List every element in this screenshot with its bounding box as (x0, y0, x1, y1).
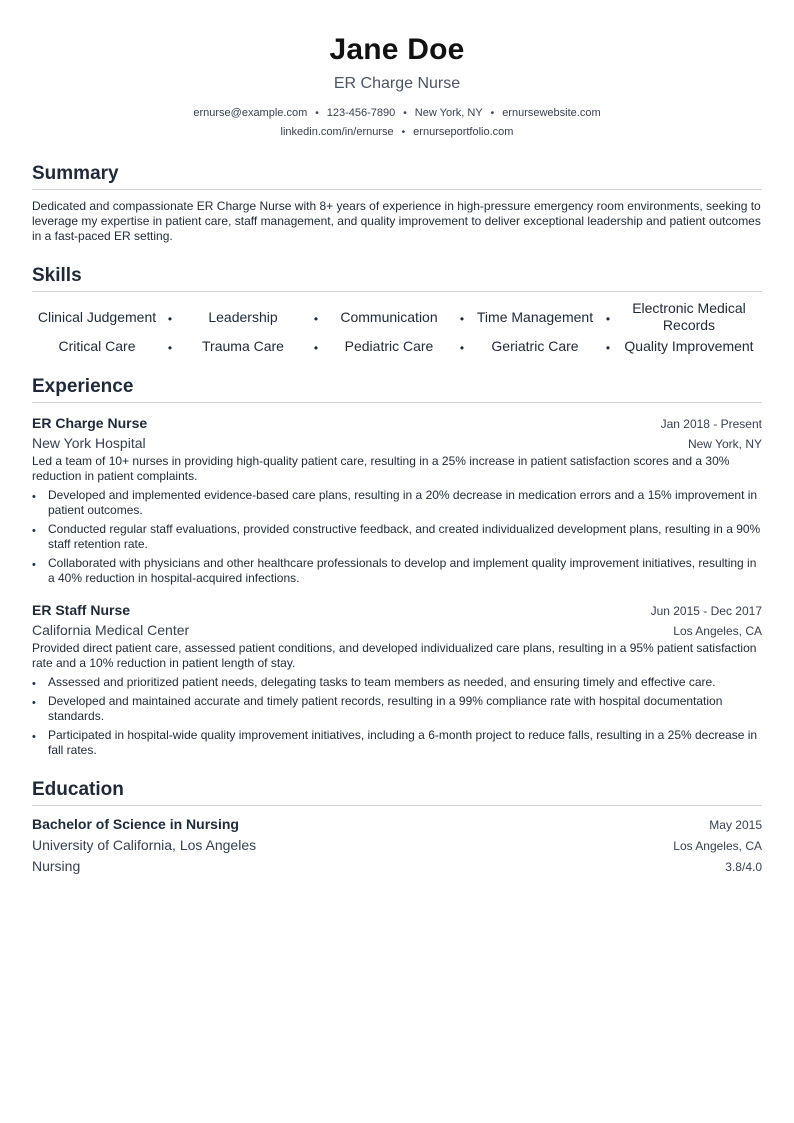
education-heading: Education (32, 778, 762, 806)
candidate-title: ER Charge Nurse (333, 75, 461, 92)
bullet-item (32, 675, 762, 690)
bullet-dot: • (32, 525, 36, 537)
skills-heading: Skills (32, 264, 762, 292)
separator-dot: • (401, 127, 406, 138)
separator-dot: • (490, 108, 495, 119)
job-bullets (32, 488, 762, 586)
job-organization: New York Hospital (32, 435, 146, 451)
job-dates: Jan 2018 - Present (660, 417, 762, 431)
bullet-item (32, 694, 762, 724)
separator-dot: • (315, 108, 319, 119)
linkedin-link[interactable]: linkedin.com/in/ernurse (280, 126, 394, 138)
skill-item: Electronic Medical Records (632, 300, 746, 333)
school-location: Los Angeles, CA (673, 839, 762, 853)
separator-dot: • (459, 341, 465, 355)
bullet-text: Conducted regular staff evaluations, provided constructive feedback, and created individualized development plans, resulting in a 90% staff retention rate. (48, 522, 761, 551)
education-section (32, 778, 762, 877)
bullet-dot: • (32, 559, 36, 571)
contact-row-1 (32, 104, 762, 123)
website-link[interactable]: ernursewebsite.com (502, 107, 601, 119)
contact-row-2 (32, 123, 762, 142)
candidate-name: Jane Doe (329, 33, 465, 66)
field-of-study: Nursing (32, 858, 81, 874)
graduation-date: May 2015 (709, 818, 762, 832)
job-dates: Jun 2015 - Dec 2017 (650, 604, 762, 618)
job-description: Led a team of 10+ nurses in providing high-quality patient care, resulting in a 25% increase in patient satisfaction scores and a 30% reduction in patient complaints. (32, 454, 730, 483)
skill-item: Trauma Care (202, 337, 284, 354)
job-organization: California Medical Center (32, 622, 190, 638)
separator-dot: • (313, 312, 319, 326)
bullet-text: Participated in hospital-wide quality improvement initiatives, including a 6-month project to reduce falls, resulting in a 25% decrease in fall rates. (48, 728, 758, 757)
summary-heading: Summary (32, 162, 762, 190)
job-title: ER Charge Nurse (32, 415, 148, 431)
separator-dot: • (403, 108, 407, 119)
separator-dot: • (459, 312, 465, 326)
skill-item: Communication (340, 308, 438, 325)
location-text: New York, NY (414, 107, 483, 119)
skill-item: Geriatric Care (491, 337, 579, 354)
job-entry (32, 600, 762, 758)
skill-item: Leadership (208, 308, 278, 325)
separator-dot: • (167, 341, 173, 355)
school-name: University of California, Los Angeles (32, 837, 257, 853)
skill-item: Critical Care (58, 337, 136, 354)
job-bullets (32, 675, 762, 758)
portfolio-link[interactable]: ernurseportfolio.com (413, 126, 514, 138)
experience-heading: Experience (32, 375, 762, 403)
skills-section (32, 264, 762, 355)
job-location: Los Angeles, CA (673, 624, 762, 638)
separator-dot: • (313, 341, 319, 355)
job-entry (32, 413, 762, 586)
job-location: New York, NY (687, 437, 762, 451)
bullet-item (32, 728, 762, 758)
bullet-text: Collaborated with physicians and other healthcare professionals to develop and implement quality improvement initiatives, resulting in a 40% reduction in hospital-acquired infections. (48, 556, 757, 585)
skill-item: Clinical Judgement (37, 308, 157, 325)
experience-section (32, 375, 762, 758)
gpa: 3.8/4.0 (725, 860, 762, 874)
phone-number: 123-456-7890 (326, 107, 396, 119)
skill-item: Time Management (476, 308, 594, 325)
bullet-item (32, 556, 762, 586)
summary-section (32, 162, 762, 244)
bullet-item (32, 488, 762, 518)
job-description: Provided direct patient care, assessed patient conditions, and developed individualized care plans, resulting in a 95% patient satisfaction rate and a 10% reduction in patient length of stay. (32, 641, 757, 670)
skills-grid (32, 300, 762, 355)
bullet-text: Developed and implemented evidence-based care plans, resulting in a 20% decrease in medication errors and a 15% improvement in patient outcomes. (48, 488, 758, 517)
bullet-dot: • (32, 697, 36, 709)
resume-header (32, 32, 762, 142)
job-title: ER Staff Nurse (32, 602, 131, 618)
summary-text: Dedicated and compassionate ER Charge Nurse with 8+ years of experience in high-pressure emergency room environments, seeking to leverage my expertise in patient care, staff management, and quality improvement to deliver exceptional leadership and patient outcomes in a fast-paced ER setting. (32, 199, 761, 243)
bullet-text: Assessed and prioritized patient needs, delegating tasks to team members as needed, and ensuring timely and effective care. (48, 675, 716, 689)
separator-dot: • (167, 312, 173, 326)
bullet-dot: • (32, 731, 36, 743)
separator-dot: • (605, 341, 611, 355)
skill-item: Quality Improvement (624, 337, 754, 354)
separator-dot: • (605, 312, 611, 326)
contact-info (32, 104, 762, 142)
bullet-dot: • (32, 678, 36, 690)
email-link[interactable]: ernurse@example.com (193, 107, 308, 119)
degree-name: Bachelor of Science in Nursing (32, 816, 239, 832)
skill-item: Pediatric Care (344, 337, 434, 354)
education-entry (32, 814, 762, 877)
bullet-dot: • (32, 491, 36, 503)
bullet-item (32, 522, 762, 552)
bullet-text: Developed and maintained accurate and timely patient records, resulting in a 99% compliance rate with hospital documentation standards. (48, 694, 723, 723)
